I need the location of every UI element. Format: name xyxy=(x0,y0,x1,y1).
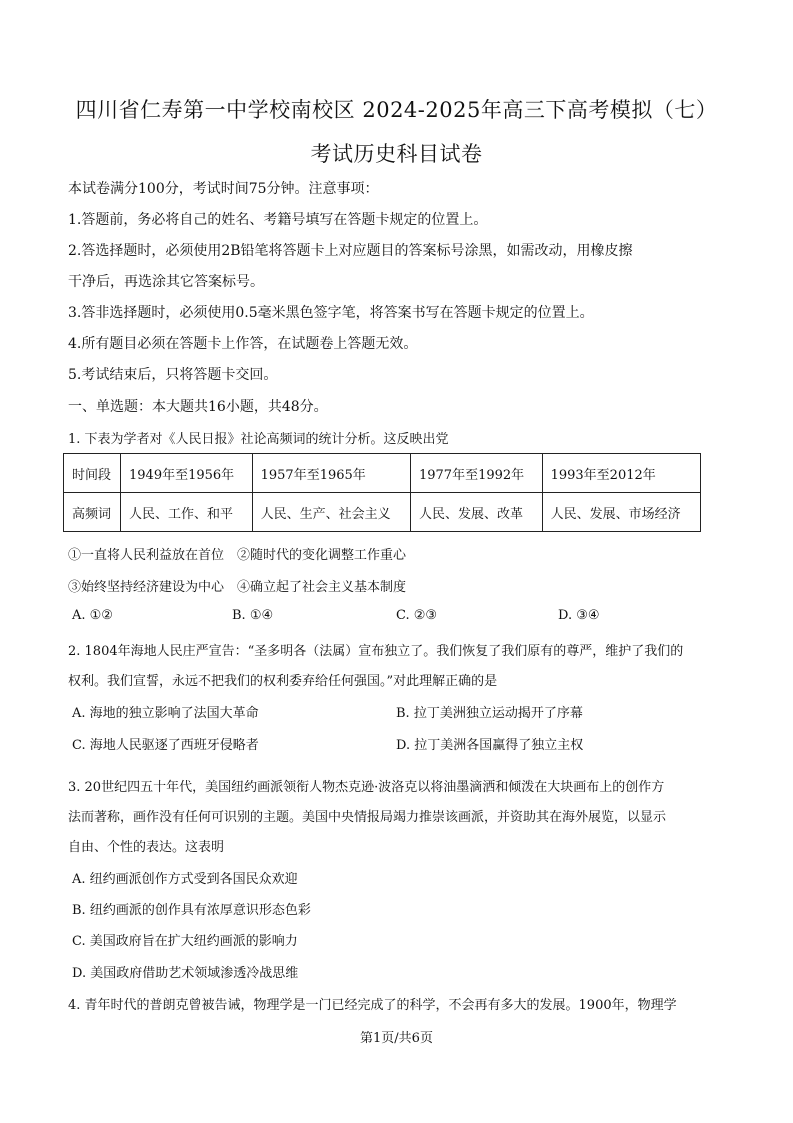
q2-option-b[interactable]: B. 拉丁美洲独立运动揭开了序幕 xyxy=(396,706,583,721)
q3-option-c[interactable]: C. 美国政府旨在扩大纽约画派的影响力 xyxy=(72,934,298,949)
table-cell: 1993年至2012年 xyxy=(542,454,700,493)
instruction-intro: 本试卷满分100分，考试时间75分钟。注意事项： xyxy=(68,181,379,197)
instruction-4: 4.所有题目必须在答题卡上作答，在试题卷上答题无效。 xyxy=(68,336,418,352)
table-row xyxy=(64,454,701,493)
instruction-3: 3.答非选择题时，必须使用0.5毫米黑色签字笔，将答案书写在答题卡规定的位置上。 xyxy=(68,305,594,321)
q3-option-b[interactable]: B. 纽约画派的创作具有浓厚意识形态色彩 xyxy=(72,903,311,918)
table-cell: 人民、工作、和平 xyxy=(121,493,253,532)
q2-option-d[interactable]: D. 拉丁美洲各国赢得了独立主权 xyxy=(396,738,584,753)
section-heading: 一、单选题：本大题共16小题，共48分。 xyxy=(68,399,328,415)
q1-table xyxy=(63,453,701,532)
q1-statements-2: ③始终坚持经济建设为中心 ④确立起了社会主义基本制度 xyxy=(68,580,407,595)
q1-option-a[interactable]: A. ①② xyxy=(72,608,113,623)
q1-option-d[interactable]: D. ③④ xyxy=(558,608,600,623)
instruction-5: 5.考试结束后，只将答题卡交回。 xyxy=(68,367,278,383)
table-cell: 高频词 xyxy=(64,493,121,532)
q1-option-b[interactable]: B. ①④ xyxy=(232,608,274,623)
q2-option-a[interactable]: A. 海地的独立影响了法国大革命 xyxy=(72,706,259,721)
table-cell: 1949年至1956年 xyxy=(121,454,253,493)
instruction-2: 2.答选择题时，必须使用2B铅笔将答题卡上对应题目的答案标号涂黑，如需改动，用橡皮擦 xyxy=(68,243,633,259)
table-cell: 人民、发展、市场经济 xyxy=(542,493,700,532)
table-cell: 1957年至1965年 xyxy=(252,454,410,493)
q3-stem-line1: 3. 20世纪四五十年代，美国纽约画派领衔人物杰克逊·波洛克以将油墨滴洒和倾泼在大块画布上的创作方 xyxy=(68,780,665,795)
q3-stem-line3: 自由、个性的表达。这表明 xyxy=(68,840,225,855)
q2-stem-line1: 2. 1804年海地人民庄严宣告：“圣多明各（法属）宣布独立了。我们恢复了我们原有的尊严，维护了我们的 xyxy=(68,644,684,659)
q1-option-c[interactable]: C. ②③ xyxy=(396,608,438,623)
table-cell: 1977年至1992年 xyxy=(410,454,542,493)
exam-title-line1: 四川省仁寿第一中学校南校区 2024-2025年高三下高考模拟（七） xyxy=(75,98,718,122)
q3-option-d[interactable]: D. 美国政府借助艺术领域渗透冷战思维 xyxy=(72,966,299,981)
q2-option-c[interactable]: C. 海地人民驱逐了西班牙侵略者 xyxy=(72,738,259,753)
q3-option-a[interactable]: A. 纽约画派创作方式受到各国民众欢迎 xyxy=(72,872,298,887)
instruction-1: 1.答题前，务必将自己的姓名、考籍号填写在答题卡规定的位置上。 xyxy=(68,212,488,228)
q1-stem: 1. 下表为学者对《人民日报》社论高频词的统计分析。这反映出党 xyxy=(68,432,449,447)
page-footer: 第1页/共6页 xyxy=(360,1031,433,1046)
exam-title-line2: 考试历史科目试卷 xyxy=(310,142,483,166)
instruction-2-cont: 干净后，再选涂其它答案标号。 xyxy=(68,274,264,290)
table-row xyxy=(64,493,701,532)
q4-stem: 4. 青年时代的普朗克曾被告诫，物理学是一门已经完成了的科学，不会再有多大的发展。1900年，物理学 xyxy=(68,998,677,1013)
q1-statements-1: ①一直将人民利益放在首位 ②随时代的变化调整工作重心 xyxy=(68,548,407,563)
table-cell: 人民、生产、社会主义 xyxy=(252,493,410,532)
table-cell: 人民、发展、改革 xyxy=(410,493,542,532)
q2-stem-line2: 权利。我们宣誓，永远不把我们的权利委弃给任何强国。”对此理解正确的是 xyxy=(68,674,498,689)
q3-stem-line2: 法而著称，画作没有任何可识别的主题。美国中央情报局竭力推崇该画派，并资助其在海外展览，以显示 xyxy=(68,810,667,825)
table-cell: 时间段 xyxy=(64,454,121,493)
